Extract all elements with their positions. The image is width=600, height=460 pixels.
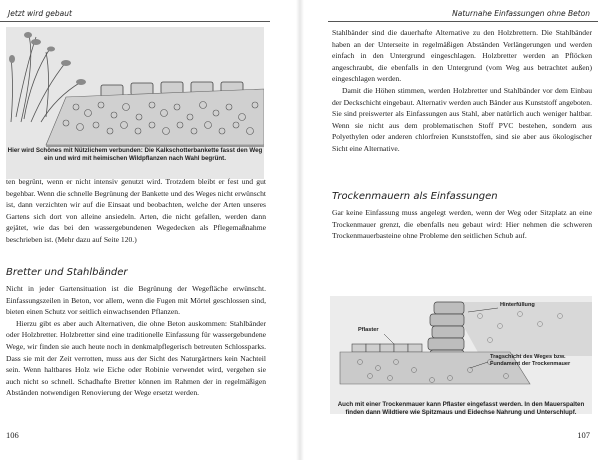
left-intro-paragraph: ten begrünt, wenn er nicht intensiv genutzt wird. Trotzdem bleibt er fest und gut begehbar. Wenn die schnelle Begrünung der Bankette und des Weges nicht erwünscht ist, dann verzichten wir auf die Einsaat und beobachten, welche der Arten unseres Gartens sich dort von alleine ansiedeln. Arten, die nicht gefallen, werden dann gejätet, wie das bei den wassergebundenen Wegedecken als Pflegemaßnahme beschrieben ist. (Mehr dazu auf Seite 120.) xyxy=(6,177,266,244)
section-heading-drystone: Trockenmauern als Einfassungen xyxy=(332,191,498,202)
left-paragraph-2: Hierzu gibt es aber auch Alternativen, die ohne Beton auskommen: Stahlbänder oder Holzbretter. Holzbretter sind eine traditionelle Einfassung für wassergebundene Wege, wir finden sie auch heute noch in denkmalpflegerisch betreuten Schlossparks. Dass sie mit der Zeit verrotten, muss aus der Sicht des Naturgärtners kein Nachteil sein. Wenn haltbares Holz wie Eiche oder Robinie verwendet wird, vergehen sie auch nicht so schnell. Schadhafte Bretter können im Rahmen der in regelmäßigen Abständen notwendigen Renovierung der Wege ersetzt werden. xyxy=(6,318,266,398)
right-paragraph-3: Gar keine Einfassung muss angelegt werden, wenn der Weg oder Sitzplatz an eine Trockenmauer grenzt, die ebenfalls neu gebaut wird: Hier nehmen die schweren Trockenmauerbasteine ohne Probleme den seitlichen Schub auf. xyxy=(332,208,592,241)
right-paragraph-2: Damit die Höhen stimmen, werden Holzbretter und Stahlbänder vor dem Einbau der Deckschicht eingebaut. Alternativ werden auch Bänder aus Kunststoff angeboten. Sie sind preiswerter als Einfassungen aus Stahl, aber natürlich auch weniger haltbar. Wenn sie nicht aus dem problematischen Stoff PVC bestehen, sondern aus Polyethylen oder anderen chlorfreien Kunststoffen, sind sie aber aus ökologischer Sicht eine Alternative. xyxy=(332,85,592,153)
label-paving: Pflaster xyxy=(358,327,379,333)
label-base-layer: Tragschicht des Weges bzw. Fundament der Trockenmauer xyxy=(490,354,571,367)
figure-caption-left: Hier wird Schönes mit Nützlichem verbunden: Die Kalkschotterbankette fasst den Weg ein und wird mit heimischen Wildpflanzen nach Wahl begrünt. xyxy=(7,147,263,162)
left-body-text xyxy=(6,283,266,399)
right-body-text xyxy=(332,27,592,155)
running-head-left: Jetzt wird gebaut xyxy=(0,7,270,22)
drystone-wall-diagram xyxy=(330,296,592,414)
right-page xyxy=(300,0,600,460)
figure-caption-right: Auch mit einer Trockenmauer kann Pflaster eingefasst werden. In den Mauerspalten finden dann Wildtiere wie Spitzmaus und Eidechse Nahrung und Unterschlupf. xyxy=(337,401,585,416)
left-paragraph-1: Nicht in jeder Gartensituation ist die Begrünung der Wegefläche erwünscht. Einfassungszeilen in Beton, vor allem, wenn die Fugen mit Mörtel geschlossen sind, bieten einen Schutz vor seitlich einwachsenden Pflanzen. xyxy=(6,284,266,317)
running-head-right: Naturnahe Einfassungen ohne Beton xyxy=(328,7,598,22)
left-intro-text xyxy=(6,176,266,246)
label-backfill: Hinterfüllung xyxy=(500,302,535,308)
page-number-right: 107 xyxy=(577,430,590,440)
page-number-left: 106 xyxy=(6,430,19,440)
section-heading-boards: Bretter und Stahlbänder xyxy=(6,267,128,278)
right-paragraph-1: Stahlbänder sind die dauerhafte Alternative zu den Holzbrettern. Die Stahlbänder haben an der Unterseite in regelmäßigen Abständen Verlängerungen und werden einfach in den Untergrund eingeschlagen. Holzbretter werden an Pflöcken angeschraubt, die ebenfalls in den Untergrund (vom Weg aus betrachtet außen) eingeschlagen werden. xyxy=(332,28,592,84)
right-drystone-text xyxy=(332,207,592,242)
